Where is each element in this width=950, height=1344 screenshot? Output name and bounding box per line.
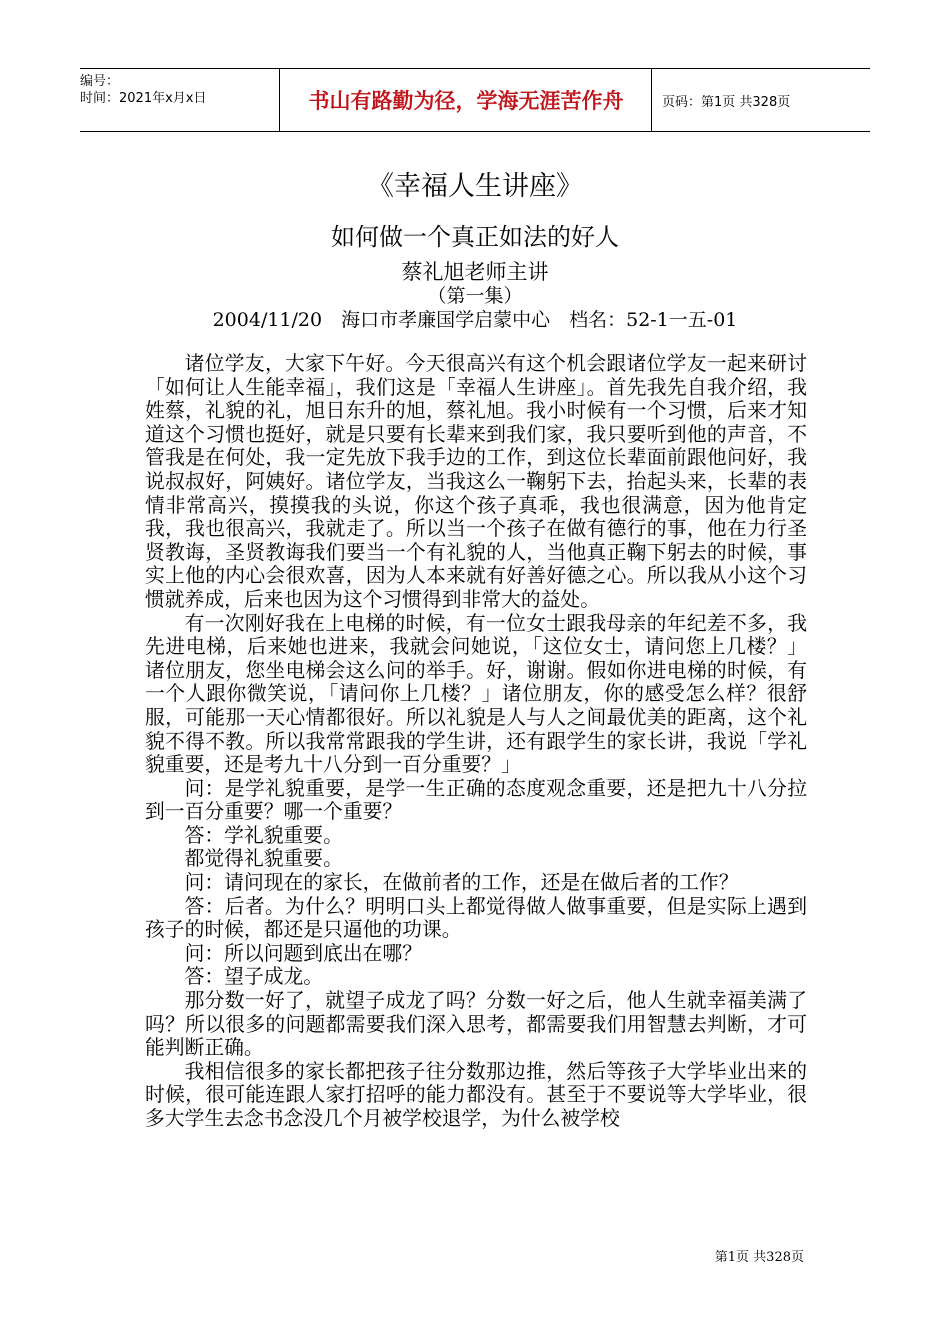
paragraph: 诸位学友，大家下午好。今天很高兴有这个机会跟诸位学友一起来研讨「如何让人生能幸福」，我们这是「幸福人生讲座」。首先我先自我介绍，我姓蔡，礼貌的礼，旭日东升的旭，蔡礼旭。我小时候有一个习惯，后来才知道这个习惯也挺好，就是只要有长辈来到我们家，我只要听到他的声音，不管我是在何处，我一定先放下我手边的工作，到这位长辈面前跟他问好，我说叔叔好，阿姨好。诸位学友，当我这么一鞠躬下去，抬起头来，长辈的表情非常高兴，摸摸我的头说，你这个孩子真乖，我也很满意，因为他肯定我，我也很高兴，我就走了。所以当一个孩子在做有德行的事，他在力行圣贤教诲，圣贤教诲我们要当一个有礼貌的人，当他真正鞠下躬去的时候，事实上他的内心会很欢喜，因为人本来就有好善好德之心。所以我从小这个习惯就养成，后来也因为这个习惯得到非常大的益处。 [145,352,807,611]
document-subtitle: 如何做一个真正如法的好人 [331,223,619,251]
paragraph: 问：所以问题到底出在哪？ [184,941,422,965]
paragraph: 有一次刚好我在上电梯的时候，有一位女士跟我母亲的年纪差不多，我先进电梯，后来她也进来，我就会问她说，「这位女士，请问您上几楼？」诸位朋友，您坐电梯会这么问的举手。好，谢谢。假如你进电梯的时候，有一个人跟你微笑说，「请问你上几楼？」诸位朋友，你的感受怎么样？很舒服，可能那一天心情都很好。所以礼貌是人与人之间最优美的距离，这个礼貌不得不教。所以我常常跟我的学生讲，还有跟学生的家长讲，我说「学礼貌重要，还是考九十八分到一百分重要？」 [145,611,807,777]
header-motto: 书山有路勤为径，学海无涯苦作舟 [281,69,652,131]
speaker-line: 蔡礼旭老师主讲 [401,260,549,284]
page-header [80,68,870,132]
header-page-code: 页码：第1页 共328页 [662,94,791,110]
paragraph: 那分数一好了，就望子成龙了吗？分数一好之后，他人生就幸福美满了吗？所以很多的问题都需要我们深入思考，都需要我们用智慧去判断，才可能判断正确。 [145,989,807,1060]
number-label: 编号： [80,74,120,89]
paragraph: 答：望子成龙。 [184,965,324,989]
episode-line: （第一集） [427,285,523,307]
page-footer: 第1页 共328页 [714,1250,804,1265]
paragraph: 答：后者。为什么？明明口头上都觉得做人做事重要，但是实际上遇到孩子的时候，都还是只逼他的功课。 [145,894,807,942]
document-title: 《幸福人生讲座》 [367,171,583,202]
info-line: 2004/11/20 海口市孝廉国学启蒙中心 档名：52-1一五-01 [212,309,738,331]
paragraph: 都觉得礼貌重要。 [184,847,343,871]
date-label: 时间：2021年x月x日 [80,91,207,106]
document-body [145,352,807,1131]
paragraph: 问：是学礼貌重要，是学一生正确的态度观念重要，还是把九十八分拉到一百分重要？哪一个重要？ [145,776,807,824]
paragraph: 问：请问现在的家长，在做前者的工作，还是在做后者的工作？ [184,871,739,895]
paragraph: 答：学礼貌重要。 [184,823,343,847]
paragraph: 我相信很多的家长都把孩子往分数那边推，然后等孩子大学毕业出来的时候，很可能连跟人家打招呼的能力都没有。甚至于不要说等大学毕业，很多大学生去念书念没几个月被学校退学，为什么被学校 [145,1059,807,1130]
header-meta [80,69,280,131]
